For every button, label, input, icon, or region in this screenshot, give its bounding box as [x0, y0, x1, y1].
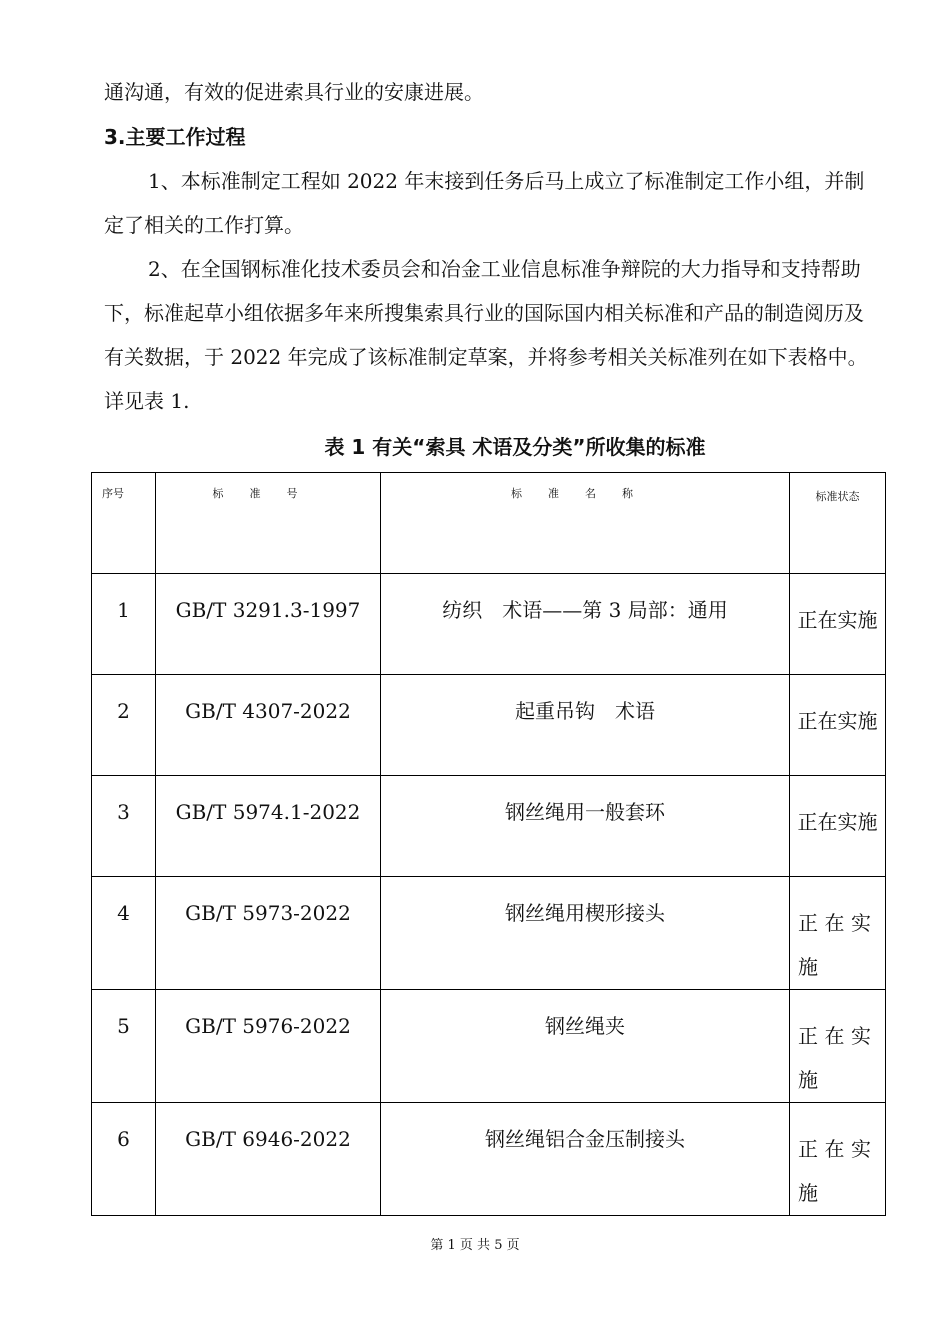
cell-seq: 4	[92, 877, 156, 990]
table-caption: 表 1 有关“索具 术语及分类”所收集的标准	[324, 435, 706, 459]
header-std-no: 标准号	[156, 473, 381, 574]
cell-status: 正在实施	[790, 1103, 886, 1216]
page-footer: 第 1 页 共 5 页	[430, 1238, 520, 1253]
table-row	[92, 1103, 886, 1216]
header-seq: 序号	[92, 473, 156, 574]
cell-seq: 2	[92, 675, 156, 776]
cell-std-name: 钢丝绳铝合金压制接头	[381, 1103, 790, 1216]
table-header-row	[92, 473, 886, 574]
cell-status: 正在实施	[790, 990, 886, 1103]
cell-std-name: 纺织 术语——第 3 局部：通用	[381, 574, 790, 675]
paragraph-step-1: 1、本标准制定工程如 2022 年末接到任务后马上成立了标准制定工作小组，并制定了相关的工作打算。	[104, 169, 865, 237]
cell-std-no: GB/T 5973-2022	[156, 877, 381, 990]
cell-std-no: GB/T 5974.1-2022	[156, 776, 381, 877]
cell-std-no: GB/T 4307-2022	[156, 675, 381, 776]
header-status: 标准状态	[790, 473, 886, 574]
cell-seq: 6	[92, 1103, 156, 1216]
cell-std-name: 钢丝绳夹	[381, 990, 790, 1103]
cell-std-name: 起重吊钩 术语	[381, 675, 790, 776]
table-row	[92, 776, 886, 877]
cell-std-no: GB/T 5976-2022	[156, 990, 381, 1103]
cell-seq: 1	[92, 574, 156, 675]
cell-seq: 3	[92, 776, 156, 877]
section-heading: 3.主要工作过程	[104, 125, 246, 149]
header-std-name: 标准名称	[381, 473, 790, 574]
cell-std-no: GB/T 6946-2022	[156, 1103, 381, 1216]
table-row	[92, 877, 886, 990]
cell-status: 正在实施	[790, 675, 886, 776]
cell-status: 正在实施	[790, 574, 886, 675]
cell-seq: 5	[92, 990, 156, 1103]
paragraph-continuation: 通沟通，有效的促进索具行业的安康进展。	[104, 80, 484, 104]
standards-table	[91, 472, 886, 1216]
cell-std-no: GB/T 3291.3-1997	[156, 574, 381, 675]
cell-status: 正在实施	[790, 877, 886, 990]
table-row	[92, 675, 886, 776]
paragraph-step-2: 2、在全国钢标准化技术委员会和冶金工业信息标准争辩院的大力指导和支持帮助下，标准起草小组依据多年来所搜集索具行业的国际国内相关标准和产品的制造阅历及有关数据，于 2022 年完成了该标准制定草案，并将参考相关关标准列在如下表格中。详见表 1.	[104, 257, 868, 413]
cell-std-name: 钢丝绳用楔形接头	[381, 877, 790, 990]
cell-std-name: 钢丝绳用一般套环	[381, 776, 790, 877]
table-row	[92, 990, 886, 1103]
table-row	[92, 574, 886, 675]
cell-status: 正在实施	[790, 776, 886, 877]
